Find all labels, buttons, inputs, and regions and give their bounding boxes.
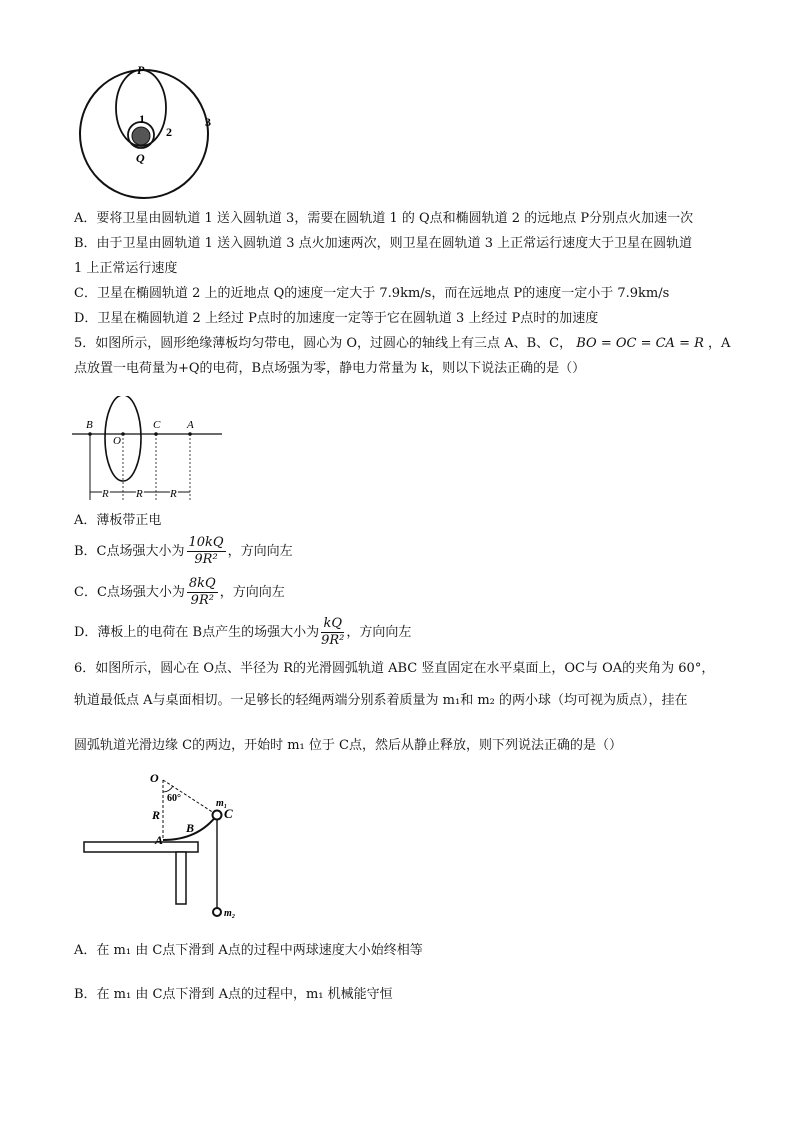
- q5-stem-tail: ，A: [708, 336, 731, 351]
- q4-option-a: A．要将卫星由圆轨道 1 送入圆轨道 3，需要在圆轨道 1 的 Q点和椭圆轨道 2 的远地点 P分别点火加速一次: [74, 211, 694, 226]
- q5-option-d-fraction: $\frac{kQ}{\text{9R²}}$: [321, 616, 345, 648]
- q5-option-c: C．C点场强大小为 $\frac{8kQ}{\text{9R²}}$ ，方向向左: [74, 576, 285, 608]
- point-O: [121, 432, 125, 436]
- label-R: R: [152, 808, 161, 822]
- ball-m2: [213, 908, 221, 916]
- q5-option-c-text: C．C点场强大小为: [74, 585, 185, 600]
- label-1: 1: [139, 112, 145, 126]
- ball-m1: [213, 811, 222, 820]
- label-m1: m₁: [216, 798, 228, 809]
- arc-track-figure: [80, 768, 250, 924]
- q5-stem-line2: 点放置一电荷量为+Q的电荷，B点场强为零，静电力常量为 k，则以下说法正确的是（）: [74, 361, 586, 376]
- table-leg: [176, 852, 186, 904]
- label-R-2: R: [136, 488, 143, 500]
- label-A: A: [155, 833, 164, 847]
- q4-option-d: D．卫星在椭圆轨道 2 上经过 P点时的加速度一定等于它在圆轨道 3 上经过 P点时的加速度: [74, 311, 599, 326]
- label-m2: m₂: [224, 908, 236, 919]
- q5-option-a: A．薄板带正电: [74, 513, 162, 528]
- label-O: O: [113, 435, 121, 447]
- q5-option-b: B．C点场强大小为 $\frac{10kQ}{\text{9R²}}$ ，方向向左: [74, 535, 293, 567]
- q5-option-b-fraction: $\frac{10kQ}{\text{9R²}}$: [188, 535, 224, 567]
- label-P: P: [137, 64, 145, 77]
- label-3: 3: [205, 115, 211, 129]
- label-angle: 60°: [167, 793, 181, 804]
- q6-option-b: B．在 m₁ 由 C点下滑到 A点的过程中，m₁ 机械能守恒: [74, 987, 393, 1002]
- label-B: B: [86, 419, 93, 431]
- q6-stem-line1: 6．如图所示，圆心在 O点、半径为 R的光滑圆弧轨道 ABC 竖直固定在水平桌面上，OC与 OA的夹角为 60°，: [74, 661, 715, 676]
- label-O: O: [150, 771, 159, 785]
- orbit-figure: [74, 64, 224, 204]
- label-A: A: [187, 419, 194, 431]
- label-R-1: R: [102, 488, 109, 500]
- table-top: [84, 842, 198, 852]
- plate-figure: [70, 396, 230, 506]
- q5-option-b-text: B．C点场强大小为: [74, 544, 185, 559]
- q5-option-c-fraction: $\frac{8kQ}{\text{9R²}}$: [188, 576, 216, 608]
- q5-stem-equation: BO = OC = CA = R: [576, 336, 704, 351]
- label-R-3: R: [170, 488, 177, 500]
- q5-stem-text: 5．如图所示，圆形绝缘薄板均匀带电，圆心为 O，过圆心的轴线上有三点 A、B、C，: [74, 336, 573, 351]
- q6-stem-line3: 圆弧轨道光滑边缘 C的两边，开始时 m₁ 位于 C点，然后从静止释放，则下列说法正确的是（）: [74, 738, 622, 753]
- label-Q: Q: [136, 151, 145, 165]
- label-C: C: [224, 806, 233, 821]
- q5-option-d: D．薄板上的电荷在 B点产生的场强大小为 $\frac{kQ}{\text{9R²}}$ ，方向向左: [74, 616, 412, 648]
- q4-option-b-line1: B．由于卫星由圆轨道 1 送入圆轨道 3 点火加速两次，则卫星在圆轨道 3 上正常运行速度大于卫星在圆轨道: [74, 236, 693, 251]
- q6-stem-line2: 轨道最低点 A与桌面相切。一足够长的轻绳两端分别系着质量为 m₁和 m₂ 的两小球（均可视为质点），挂在: [74, 693, 688, 708]
- earth: [132, 127, 150, 145]
- label-B: B: [186, 821, 195, 835]
- label-2: 2: [166, 125, 172, 139]
- q5-option-d-text: D．薄板上的电荷在 B点产生的场强大小为: [74, 625, 320, 640]
- angle-arc: [163, 786, 173, 792]
- q4-option-b-line2: 1 上正常运行速度: [74, 261, 178, 276]
- q6-option-a: A．在 m₁ 由 C点下滑到 A点的过程中两球速度大小始终相等: [74, 943, 423, 958]
- q5-stem-line1: [74, 335, 730, 353]
- q4-option-c: C．卫星在椭圆轨道 2 上的近地点 Q的速度一定大于 7.9km/s，而在远地点 P的速度一定小于 7.9km/s: [74, 286, 670, 301]
- label-C: C: [153, 419, 161, 431]
